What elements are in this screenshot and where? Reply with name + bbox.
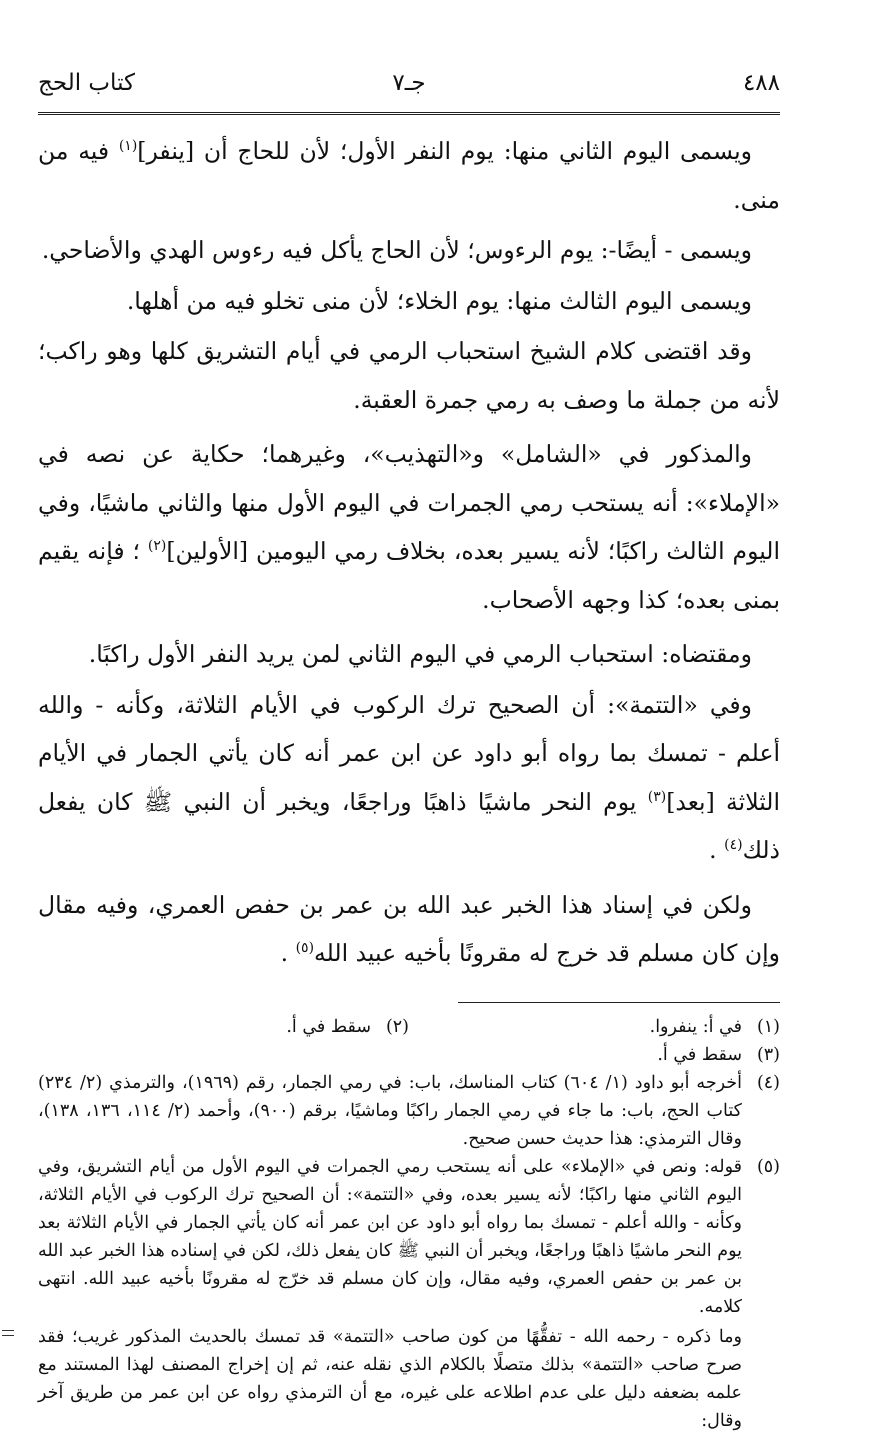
footnote-number: (١) bbox=[756, 1016, 780, 1037]
footnote-ref-5[interactable]: (٥) bbox=[295, 940, 315, 957]
paragraph-6: ومقتضاه: استحباب الرمي في اليوم الثاني لمن يريد النفر الأول راكبًا. bbox=[88, 640, 752, 668]
paragraph-4: وقد اقتضى كلام الشيخ استحباب الرمي في أيام التشريق كلها وهو راكب؛ لأنه من جملة ما وصف به رمي جمرة العقبة. bbox=[38, 337, 780, 414]
paragraph-3: ويسمى اليوم الثالث منها: يوم الخلاء؛ لأن منى تخلو فيه من أهلها. bbox=[126, 286, 752, 315]
footnote-ref-1[interactable]: (١) bbox=[118, 138, 138, 155]
text-run: . bbox=[709, 836, 725, 864]
paragraph-2: ويسمى - أيضًا-: يوم الرءوس؛ لأن الحاج يأكل فيه رءوس الهدي والأضاحي. bbox=[41, 236, 752, 264]
paragraph-5 bbox=[38, 430, 780, 624]
book-title: كتاب الحج bbox=[38, 70, 135, 96]
footnote-text: أخرجه أبو داود (١/ ٦٠٤) كتاب المناسك، باب: في رمي الجمار، رقم (١٩٦٩)، والترمذي (٢/ ٢٣٤) كتاب الحج، باب: ما جاء في رمي الجمار راكبًا وماشيًا، برقم (٩٠٠)، وأحمد (٢/ ١١٤، ١٣٦، ١٣٨)، وقال الترمذي: هذا حديث حسن صحيح. bbox=[38, 1072, 742, 1149]
text-run: والمذكور في «الشامل» و«التهذيب»، وغيرهما؛ حكاية عن نصه في «الإملاء»: أنه يستحب رمي الجمرات في اليوم الأول منها والثاني ماشيًا، وفي اليوم الثالث راكبًا؛ لأنه يسير بعده، بخلاف رمي اليومين [الأولين] bbox=[38, 440, 780, 565]
footnote-separator bbox=[458, 1002, 780, 1003]
footnote-text: سقط في أ. bbox=[657, 1044, 742, 1065]
text-run: ؛ فإنه يقيم بمنى بعده؛ كذا وجهه الأصحاب. bbox=[38, 537, 780, 614]
footnote-row bbox=[38, 1013, 780, 1041]
footnote-1 bbox=[409, 1013, 780, 1041]
footnote-number: (٤) bbox=[756, 1072, 780, 1093]
footnote-text: قوله: ونص في «الإملاء» على أنه يستحب رمي الجمرات في اليوم الأول من أيام التشريق، وفي اليوم الثاني منها راكبًا؛ لأنه يسير بعده، وفي «التتمة»: أن الصحيح ترك الركوب في الأيام الثلاثة، وكأنه - والله أعلم - تمسك بما رواه أبو داود عن ابن عمر أنه كان يأتي الجمار في الأيام الثلاثة بعد يوم النحر ماشيًا ذاهبًا وراجعًا، ويخبر أن النبي ﷺ كان يفعل ذلك، لكن في إسناده هذا الخبر عبد الله بن عمر بن حفص العمري، وفيه مقال، وإن كان مسلم قد خرّج له مقرونًا بأخيه عبيد الله. انتهى كلامه. bbox=[38, 1156, 742, 1317]
volume-label: جـ٧ bbox=[392, 70, 426, 96]
footnote-2 bbox=[38, 1013, 409, 1041]
running-header bbox=[38, 62, 780, 110]
footnote-5 bbox=[38, 1153, 780, 1321]
text-run: . bbox=[280, 939, 296, 967]
header-rule bbox=[38, 112, 780, 117]
main-text bbox=[38, 127, 780, 978]
footnote-number: (٥) bbox=[756, 1156, 780, 1177]
footnote-4 bbox=[38, 1069, 780, 1153]
text-run: يوم النحر ماشيًا ذاهبًا وراجعًا، ويخبر أن النبي ﷺ كان يفعل ذلك bbox=[38, 787, 780, 864]
text-run: فيه من منى. bbox=[38, 137, 780, 214]
footnote-text: سقط في أ. bbox=[286, 1016, 371, 1037]
footnote-number: (٢) bbox=[385, 1016, 409, 1037]
paragraph-1 bbox=[38, 127, 780, 224]
footnote-remark: وما ذكره - رحمه الله - تفقُّهًا من كون صاحب «التتمة» قد تمسك بالحديث المذكور غريب؛ فقد صرح صاحب «التتمة» بذلك متصلًا بالكلام الذي نقله عنه، ثم إن إخراج المصنف لهذا المستند مع علمه بضعفه دليل على عدم اطلاعه على غيره، مع أن الترمذي رواه عن ابن عمر من طريق آخر وقال: bbox=[38, 1326, 742, 1431]
footnote-separator-wrap bbox=[38, 1002, 780, 1003]
footnotes bbox=[38, 1013, 780, 1435]
paragraph-7 bbox=[38, 681, 780, 875]
page-number: ٤٨٨ bbox=[742, 70, 780, 96]
footnote-ref-4[interactable]: (٤) bbox=[724, 837, 743, 854]
footnote-ref-2[interactable]: (٢) bbox=[147, 538, 167, 555]
margin-mark bbox=[2, 1330, 14, 1336]
footnote-text: في أ: ينفروا. bbox=[649, 1016, 742, 1037]
footnote-number: (٣) bbox=[756, 1044, 780, 1065]
text-run: وفي «التتمة»: أن الصحيح ترك الركوب في الأيام الثلاثة، وكأنه - والله أعلم - تمسك بما رواه أبو داود عن ابن عمر أنه كان يأتي الجمار في الأيام الثلاثة [بعد] bbox=[38, 690, 780, 816]
footnote-ref-3[interactable]: (٣) bbox=[647, 788, 667, 805]
paragraph-8 bbox=[38, 881, 780, 978]
text-run: ولكن في إسناد هذا الخبر عبد الله بن عمر بن حفص العمري، وفيه مقال وإن كان مسلم قد خرج له مقرونًا بأخيه عبيد الله bbox=[38, 890, 780, 967]
text-run: ويسمى اليوم الثاني منها: يوم النفر الأول؛ لأن للحاج أن [ينفر] bbox=[137, 137, 752, 165]
book-page bbox=[38, 62, 780, 1435]
footnote-3 bbox=[38, 1041, 780, 1069]
